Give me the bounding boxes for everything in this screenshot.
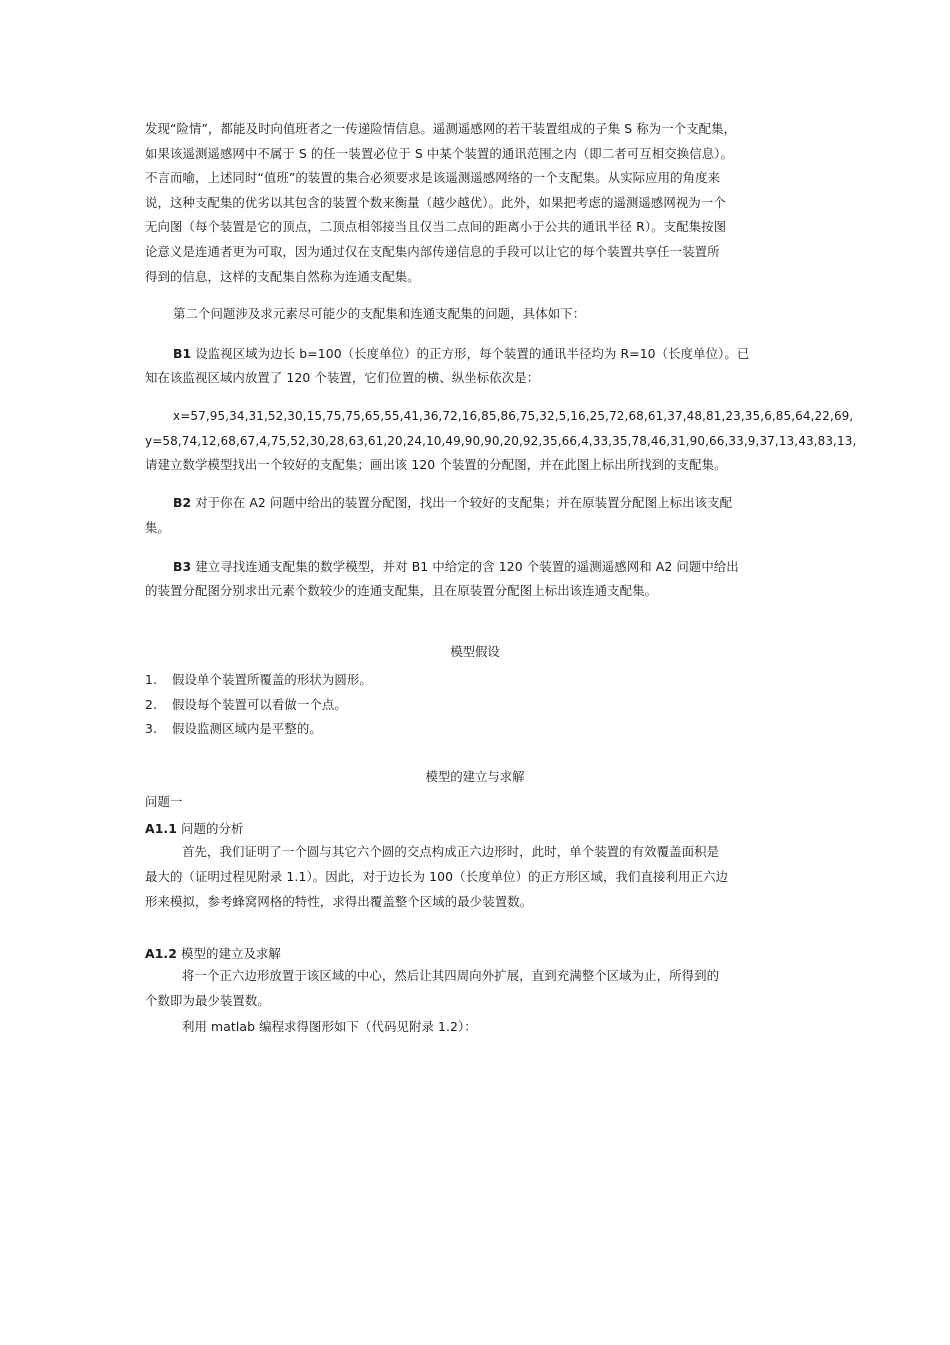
a11-line-2: 最大的（证明过程见附录 1.1）。因此，对于边长为 100（长度单位）的正方形区域，我们直接利用正六边 (145, 869, 728, 884)
a12-number: A1.2 (145, 946, 177, 961)
b3-line-2: 的装置分配图分别求出元素个数较少的连通支配集，且在原装置分配图上标出该连通支配集。 (145, 583, 658, 598)
b1-label: B1 (173, 346, 192, 361)
b2-line-2: 集。 (145, 520, 170, 535)
a11-number: A1.1 (145, 821, 177, 836)
b1-paragraph (173, 346, 749, 362)
assumption-num-1: 1. (145, 672, 158, 687)
b1-line-1: 设监视区域为边长 b=100（长度单位）的正方形，每个装置的通讯半径均为 R=10（长度单位）。已 (195, 346, 750, 361)
a12-line-3: 利用 matlab 编程求得图形如下（代码见附录 1.2）： (182, 1019, 477, 1034)
second-problem-text: 第二个问题涉及求元素尽可能少的支配集和连通支配集的问题，具体如下： (173, 306, 586, 321)
model-title: 模型的建立与求解 (425, 769, 525, 784)
assumption-text-2: 假设每个装置可以看做一个点。 (172, 697, 347, 712)
a11-title: 问题的分析 (181, 821, 244, 836)
b2-label: B2 (173, 495, 192, 510)
b2-line-1: 对于你在 A2 问题中给出的装置分配图，找出一个较好的支配集；并在原装置分配图上标出该支配 (195, 495, 733, 510)
a11-heading (145, 821, 243, 837)
intro-line-3: 不言而喻，上述同时“值班”的装置的集合必须要求是该遥测遥感网络的一个支配集。从实际应用的角度来 (145, 170, 721, 185)
b2-paragraph (173, 495, 732, 511)
x-coordinates: x=57,95,34,31,52,30,15,75,75,65,55,41,36,72,16,85,86,75,32,5,16,25,72,68,61,37,48,81,23,35,6,85,64,22,69, (173, 409, 854, 423)
b3-paragraph (173, 559, 739, 575)
assumption-num-2: 2. (145, 697, 158, 712)
intro-line-1: 发现“险情”，都能及时向值班者之一传递险情信息。遥测遥感网的若干装置组成的子集 S 称为一个支配集， (145, 121, 737, 136)
assumption-num-3: 3. (145, 721, 158, 736)
a11-line-1: 首先，我们证明了一个圆与其它六个圆的交点构成正六边形时，此时，单个装置的有效覆盖面积是 (182, 844, 720, 859)
a12-line-2: 个数即为最少装置数。 (145, 993, 270, 1008)
assumptions-title: 模型假设 (450, 644, 500, 659)
intro-line-7: 得到的信息，这样的支配集自然称为连通支配集。 (145, 269, 420, 284)
intro-line-4: 说，这种支配集的优劣以其包含的装置个数来衡量（越少越优）。此外，如果把考虑的遥测遥感网视为一个 (145, 195, 726, 210)
assumption-text-1: 假设单个装置所覆盖的形状为圆形。 (172, 672, 372, 687)
assumption-text-3: 假设监测区域内是平整的。 (172, 721, 322, 736)
b3-label: B3 (173, 559, 192, 574)
intro-line-6: 论意义是连通者更为可取，因为通过仅在支配集内部传递信息的手段可以让它的每个装置共享任一装置所 (145, 244, 720, 259)
b3-line-1: 建立寻找连通支配集的数学模型，并对 B1 中给定的含 120 个装置的遥测遥感网和 A2 问题中给出 (195, 559, 739, 574)
a12-title: 模型的建立及求解 (181, 946, 281, 961)
a12-heading (145, 946, 281, 962)
y-coordinates: y=58,74,12,68,67,4,75,52,30,28,63,61,20,24,10,49,90,90,20,92,35,66,4,33,35,78,46,31,90,66,33,9,37,13,43,83,13, (145, 434, 857, 448)
a11-line-3: 形来模拟，参考蜂窝网格的特性，求得出覆盖整个区域的最少装置数。 (145, 894, 533, 909)
intro-line-2: 如果该遥测遥感网中不属于 S 的任一装置必位于 S 中某个装置的通讯范围之内（即二者可互相交换信息）。 (145, 146, 733, 161)
a12-line-1: 将一个正六边形放置于该区域的中心，然后让其四周向外扩展，直到充满整个区域为止，所得到的 (182, 968, 720, 983)
b1-line-2: 知在该监视区域内放置了 120 个装置，它们位置的横、纵坐标依次是： (145, 370, 540, 385)
b1-line-3: 请建立数学模型找出一个较好的支配集；画出该 120 个装置的分配图，并在此图上标出所找到的支配集。 (145, 457, 727, 472)
intro-line-5: 无向图（每个装置是它的顶点，二顶点相邻接当且仅当二点间的距离小于公共的通讯半径 R）。支配集按图 (145, 219, 727, 234)
problem-one-heading: 问题一 (145, 794, 183, 809)
